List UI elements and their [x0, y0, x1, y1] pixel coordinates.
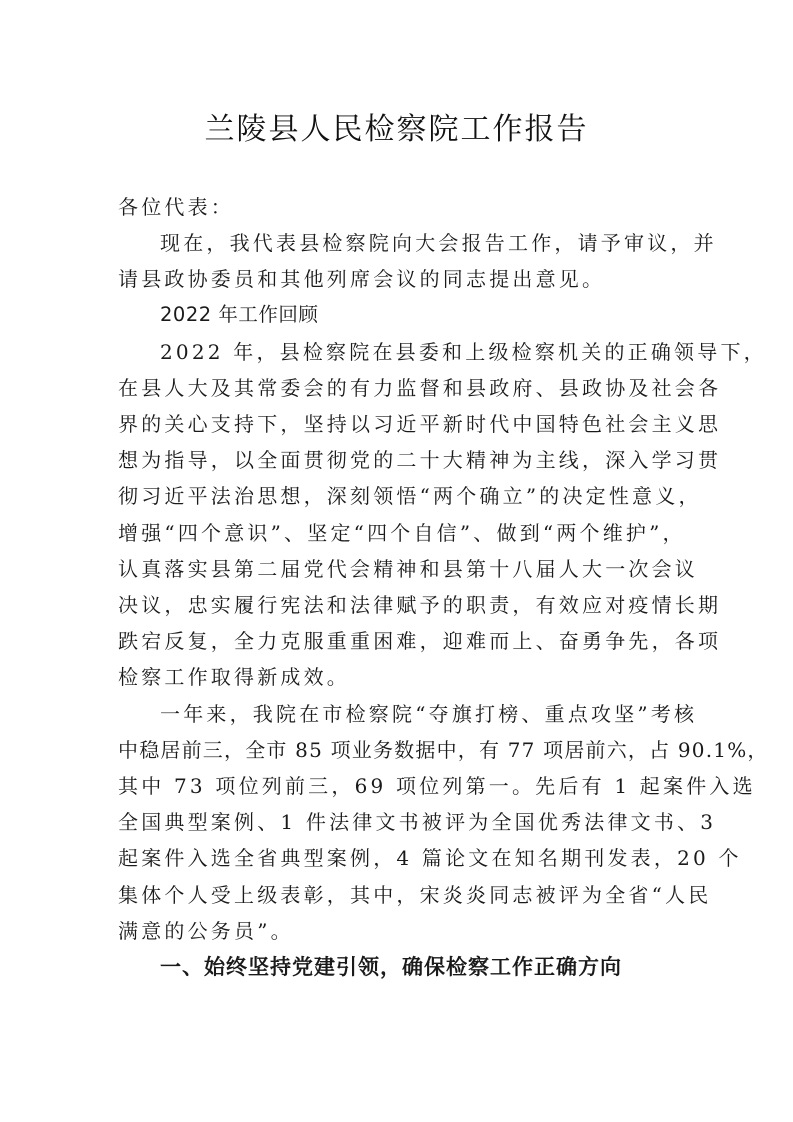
para2-line-7: 满意的公务员”。 [118, 919, 294, 943]
intro-line-1: 现在，我代表县检察院向大会报告工作，请予审议，并 [160, 231, 717, 255]
para1-line-3: 界的关心支持下，坚持以习近平新时代中国特色社会主义思 [118, 412, 722, 436]
para2-line-2: 中稳居前三，全市 85 项业务数据中，有 77 项居前六，占 90.1%， [118, 738, 769, 762]
para2-line-6: 集体个人受上级表彰，其中，宋炎炎同志被评为全省“人民 [118, 883, 712, 907]
para1-line-5: 彻习近平法治思想，深刻领悟“两个确立”的决定性意义， [118, 484, 702, 508]
section-heading-one: 一、始终坚持党建引领，确保检察工作正确方向 [160, 955, 622, 979]
section-heading-review: 2022 年工作回顾 [160, 303, 319, 326]
para2-line-1: 一年来，我院在市检察院“夺旗打榜、重点攻坚”考核 [160, 702, 698, 726]
para2-line-4: 全国典型案例、1 件法律文书被评为全国优秀法律文书、3 [118, 810, 717, 834]
para1-line-7: 认真落实县第二届党代会精神和县第十八届人大一次会议 [118, 557, 698, 581]
document-title: 兰陵县人民检察院工作报告 [204, 112, 589, 147]
para1-line-10: 检察工作取得新成效。 [118, 665, 350, 689]
intro-line-2: 请县政协委员和其他列席会议的同志提出意见。 [118, 267, 606, 291]
para1-line-9: 跌宕反复，全力克服重重困难，迎难而上、奋勇争先，各项 [118, 629, 722, 653]
salutation: 各位代表： [118, 195, 234, 219]
para1-line-1: 2022 年，县检察院在县委和上级检察机关的正确领导下， [160, 340, 767, 364]
para2-line-3: 其中 73 项位列前三，69 项位列第一。先后有 1 起案件入选 [118, 774, 756, 798]
para1-line-6: 增强“四个意识”、坚定“四个自信”、做到“两个维护”， [118, 521, 686, 545]
para2-line-5: 起案件入选全省典型案例，4 篇论文在知名期刊发表，20 个 [118, 846, 742, 870]
para1-line-4: 想为指导，以全面贯彻党的二十大精神为主线，深入学习贯 [118, 448, 722, 472]
para1-line-8: 决议，忠实履行宪法和法律赋予的职责，有效应对疫情长期 [118, 593, 722, 617]
para1-line-2: 在县人大及其常委会的有力监督和县政府、县政协及社会各 [118, 376, 722, 400]
